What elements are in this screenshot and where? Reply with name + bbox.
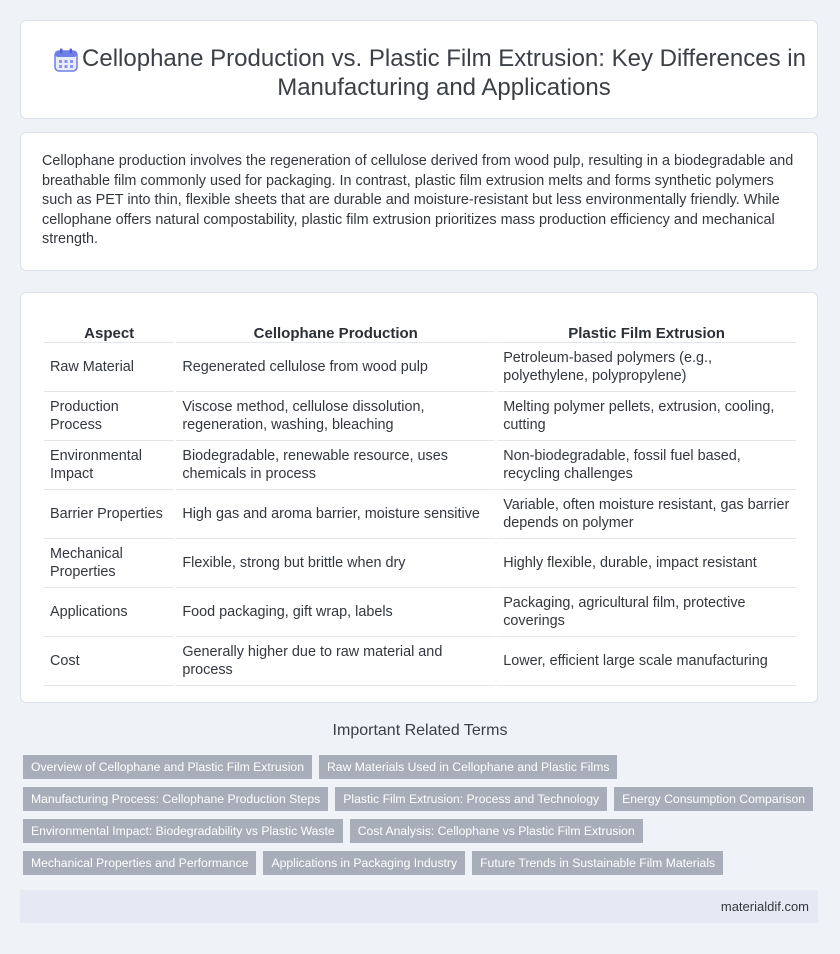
table-cell: Packaging, agricultural film, protective coverings [497, 588, 796, 637]
table-cell: Highly flexible, durable, impact resistant [497, 539, 796, 588]
table-cell: Melting polymer pellets, extrusion, cooling, cutting [497, 392, 796, 441]
table-row [44, 490, 796, 539]
page-title: Cellophane Production vs. Plastic Film Extrusion: Key Differences in Manufacturing and Applications [82, 45, 806, 101]
table-cell: Lower, efficient large scale manufacturing [497, 637, 796, 686]
table-cell: Mechanical Properties [44, 539, 174, 588]
related-term-tag[interactable]: Cost Analysis: Cellophane vs Plastic Film Extrusion [350, 819, 643, 843]
table-cell: Environmental Impact [44, 441, 174, 490]
footer [20, 890, 818, 923]
intro-card [20, 132, 818, 271]
tag-row [23, 851, 813, 875]
table-cell: Variable, often moisture resistant, gas barrier depends on polymer [497, 490, 796, 539]
related-term-tag[interactable]: Environmental Impact: Biodegradability vs Plastic Waste [23, 819, 343, 843]
related-term-tag[interactable]: Future Trends in Sustainable Film Materials [472, 851, 723, 875]
table-row [44, 441, 796, 490]
tag-row [23, 787, 813, 811]
related-term-tag[interactable]: Raw Materials Used in Cellophane and Plastic Films [319, 755, 617, 779]
table-cell: Raw Material [44, 343, 174, 392]
table-cell: Petroleum-based polymers (e.g., polyethylene, polypropylene) [497, 343, 796, 392]
comparison-table [42, 314, 798, 686]
tag-row [23, 755, 813, 779]
table-cell: Applications [44, 588, 174, 637]
table-cell: Flexible, strong but brittle when dry [176, 539, 495, 588]
table-header-row [44, 314, 796, 343]
table-cell: Cost [44, 637, 174, 686]
related-term-tag[interactable]: Applications in Packaging Industry [263, 851, 465, 875]
table-cell: Food packaging, gift wrap, labels [176, 588, 495, 637]
calendar-icon [53, 47, 79, 73]
related-terms-heading: Important Related Terms [332, 722, 508, 739]
table-row [44, 392, 796, 441]
related-terms-list [23, 755, 813, 883]
intro-paragraph: Cellophane production involves the regeneration of cellulose derived from wood pulp, resulting in a biodegradable and breathable film commonly used for packaging. In contrast, plastic film extrusion melts and forms synthetic polymers such as PET into thin, flexible sheets that are durable and moisture-resistant but less environmentally friendly. While cellophane offers natural compostability, plastic film extrusion prioritizes mass production efficiency and mechanical strength. [42, 153, 794, 247]
table-cell: Barrier Properties [44, 490, 174, 539]
column-header: Aspect [44, 314, 174, 343]
table-cell: Biodegradable, renewable resource, uses chemicals in process [176, 441, 495, 490]
related-term-tag[interactable]: Overview of Cellophane and Plastic Film Extrusion [23, 755, 312, 779]
related-term-tag[interactable]: Plastic Film Extrusion: Process and Technology [335, 787, 607, 811]
table-row [44, 539, 796, 588]
table-cell: High gas and aroma barrier, moisture sensitive [176, 490, 495, 539]
footer-site-link[interactable]: materialdif.com [720, 899, 809, 914]
table-cell: Regenerated cellulose from wood pulp [176, 343, 495, 392]
table-row [44, 343, 796, 392]
table-row [44, 588, 796, 637]
column-header: Plastic Film Extrusion [497, 314, 796, 343]
related-term-tag[interactable]: Mechanical Properties and Performance [23, 851, 256, 875]
tag-row [23, 819, 813, 843]
column-header: Cellophane Production [176, 314, 495, 343]
related-term-tag[interactable]: Energy Consumption Comparison [614, 787, 813, 811]
table-cell: Non-biodegradable, fossil fuel based, recycling challenges [497, 441, 796, 490]
table-cell: Generally higher due to raw material and process [176, 637, 495, 686]
header-card [20, 20, 818, 119]
table-cell: Viscose method, cellulose dissolution, regeneration, washing, bleaching [176, 392, 495, 441]
table-cell: Production Process [44, 392, 174, 441]
related-term-tag[interactable]: Manufacturing Process: Cellophane Production Steps [23, 787, 328, 811]
table-row [44, 637, 796, 686]
comparison-card [20, 292, 818, 703]
